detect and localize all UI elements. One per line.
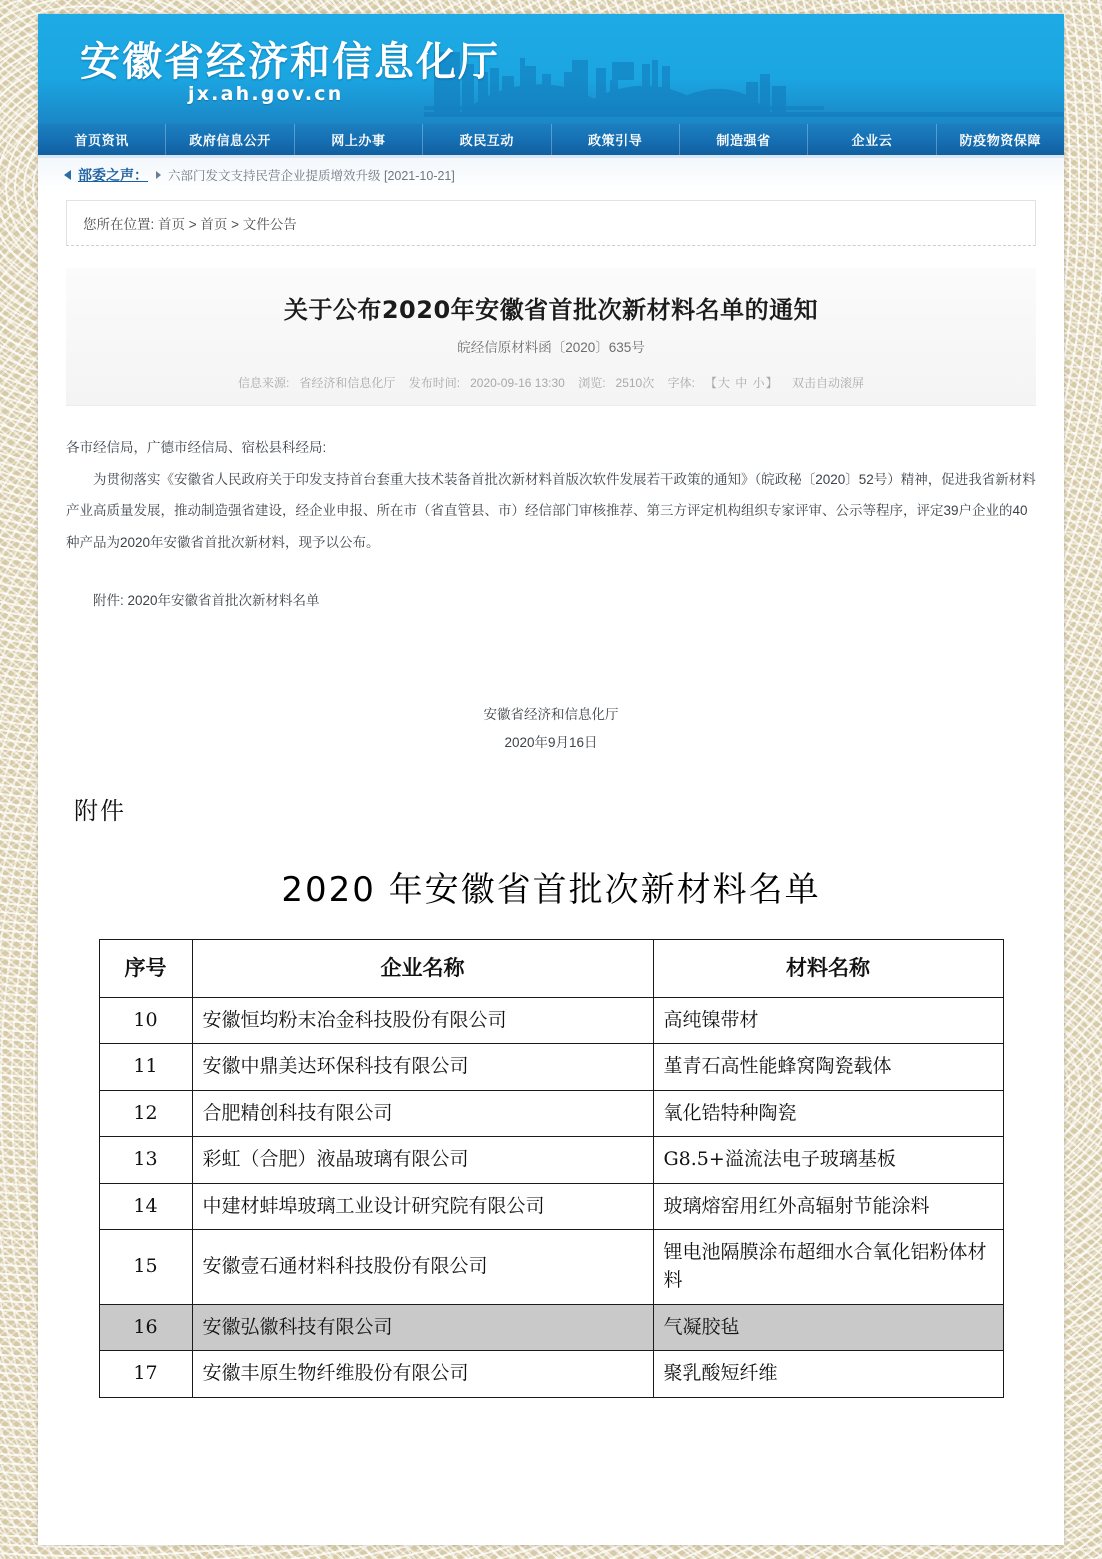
column-header-company: 企业名称 — [192, 940, 653, 997]
table-row[interactable] — [99, 1044, 1003, 1091]
nav-item-policy-guidance[interactable]: 政策引导 — [552, 124, 680, 155]
cell-company: 安徽壹石通材料科技股份有限公司 — [192, 1230, 653, 1304]
cell-material: 气凝胶毡 — [653, 1304, 1003, 1351]
cell-material: 氧化锆特种陶瓷 — [653, 1090, 1003, 1137]
column-header-index: 序号 — [99, 940, 192, 997]
table-header-row — [99, 940, 1003, 997]
nav-item-gov-citizen-interaction[interactable]: 政民互动 — [423, 124, 551, 155]
city-skyline-icon — [424, 38, 1064, 124]
meta-source-value: 省经济和信息化厅 — [299, 376, 396, 390]
materials-table-body — [99, 997, 1003, 1397]
breadcrumb — [66, 200, 1036, 246]
cell-company: 安徽恒均粉末冶金科技股份有限公司 — [192, 997, 653, 1044]
article-meta — [76, 374, 1026, 391]
cell-index: 14 — [99, 1183, 192, 1230]
ticker-label[interactable]: 部委之声： — [78, 167, 148, 183]
cell-company: 安徽丰原生物纤维股份有限公司 — [192, 1351, 653, 1398]
cell-company: 中建材蚌埠玻璃工业设计研究院有限公司 — [192, 1183, 653, 1230]
column-header-material: 材料名称 — [653, 940, 1003, 997]
article-body — [66, 432, 1036, 757]
cell-index: 17 — [99, 1351, 192, 1398]
nav-item-online-services[interactable]: 网上办事 — [295, 124, 423, 155]
triangle-right-icon — [156, 171, 161, 179]
cell-index: 13 — [99, 1137, 192, 1184]
nav-item-manufacturing-province[interactable]: 制造强省 — [680, 124, 808, 155]
body-paragraph-1: 为贯彻落实《安徽省人民政府关于印发支持首台套重大技术装备首批次新材料首版次软件发展若干政策的通知》（皖政秘〔2020〕52号）精神，促进我省新材料产业高质量发展，推动制造强省建设，经企业申报、所在市（省直管县、市）经信部门审核推荐、第三方评定机构组织专家评审、公示等程序，评定39户企业的40种产品为2020年安徽省首批次新材料，现予以公布。 — [66, 471, 1036, 551]
meta-font-label: 字体: — [667, 376, 695, 390]
cell-material: 玻璃熔窑用红外高辐射节能涂料 — [653, 1183, 1003, 1230]
cell-index: 10 — [99, 997, 192, 1044]
cell-index: 11 — [99, 1044, 192, 1091]
nav-item-gov-info-disclosure[interactable]: 政府信息公开 — [166, 124, 294, 155]
cell-company: 安徽弘徽科技有限公司 — [192, 1304, 653, 1351]
materials-table — [99, 939, 1004, 1397]
meta-views-value: 2510次 — [615, 376, 655, 390]
attachment-label: 附件 — [74, 797, 126, 826]
salutation: 各市经信局，广德市经信局、宿松县科经局: — [66, 440, 327, 455]
meta-publish-value: 2020-09-16 13:30 — [470, 376, 565, 390]
meta-views-label: 浏览: — [578, 376, 606, 390]
cell-company: 彩虹（合肥）液晶玻璃有限公司 — [192, 1137, 653, 1184]
font-size-switcher[interactable]: 【大 中 小】 — [704, 376, 779, 390]
cell-company: 安徽中鼎美达环保科技有限公司 — [192, 1044, 653, 1091]
attachment-reference: 附件: 2020年安徽省首批次新材料名单 — [93, 592, 320, 608]
nav-item-epidemic-supplies[interactable]: 防疫物资保障 — [959, 134, 1042, 149]
table-row[interactable] — [99, 1230, 1003, 1304]
cell-material: 高纯镍带材 — [653, 997, 1003, 1044]
site-title: 安徽省经济和信息化厅 — [80, 39, 500, 85]
document-number: 皖经信原材料函〔2020〕635号 — [457, 340, 645, 355]
cell-material: 聚乳酸短纤维 — [653, 1351, 1003, 1398]
table-row[interactable] — [99, 1351, 1003, 1398]
table-row[interactable] — [99, 1137, 1003, 1184]
table-row-selected[interactable] — [99, 1304, 1003, 1351]
table-row[interactable] — [99, 997, 1003, 1044]
cell-material: 锂电池隔膜涂布超细水合氧化铝粉体材料 — [653, 1230, 1003, 1304]
article-header — [66, 268, 1036, 406]
attachment-section — [38, 791, 1064, 1397]
page-title: 关于公布2020年安徽省首批次新材料名单的通知 — [283, 296, 819, 324]
news-ticker — [38, 158, 1064, 192]
breadcrumb-text: 您所在位置: 首页 > 首页 > 文件公告 — [83, 217, 297, 232]
signature-block — [66, 701, 1036, 758]
cell-material: 堇青石高性能蜂窝陶瓷载体 — [653, 1044, 1003, 1091]
meta-source-label: 信息来源: — [238, 376, 290, 390]
triangle-left-icon[interactable] — [64, 170, 71, 180]
cell-material: G8.5+溢流法电子玻璃基板 — [653, 1137, 1003, 1184]
attachment-title: 2020 年安徽省首批次新材料名单 — [281, 870, 821, 911]
content-column — [38, 200, 1064, 757]
cell-company: 合肥精创科技有限公司 — [192, 1090, 653, 1137]
signature-date: 2020年9月16日 — [504, 734, 598, 750]
cell-index: 16 — [99, 1304, 192, 1351]
meta-publish-label: 发布时间: — [408, 376, 461, 390]
autoscroll-toggle[interactable]: 双击自动滚屏 — [791, 376, 864, 390]
nav-item-home-news[interactable]: 首页资讯 — [38, 124, 166, 155]
cell-index: 12 — [99, 1090, 192, 1137]
cell-index: 15 — [99, 1230, 192, 1304]
page-sheet — [38, 14, 1064, 1545]
site-domain: jx.ah.gov.cn — [188, 83, 344, 105]
signer-name: 安徽省经济和信息化厅 — [483, 706, 619, 722]
table-row[interactable] — [99, 1183, 1003, 1230]
site-banner — [38, 14, 1064, 124]
table-row[interactable] — [99, 1090, 1003, 1137]
nav-item-enterprise-cloud[interactable]: 企业云 — [808, 124, 936, 155]
main-nav — [38, 124, 1064, 158]
ticker-headline[interactable]: 六部门发文支持民营企业提质增效升级 [2021-10-21] — [168, 169, 455, 183]
